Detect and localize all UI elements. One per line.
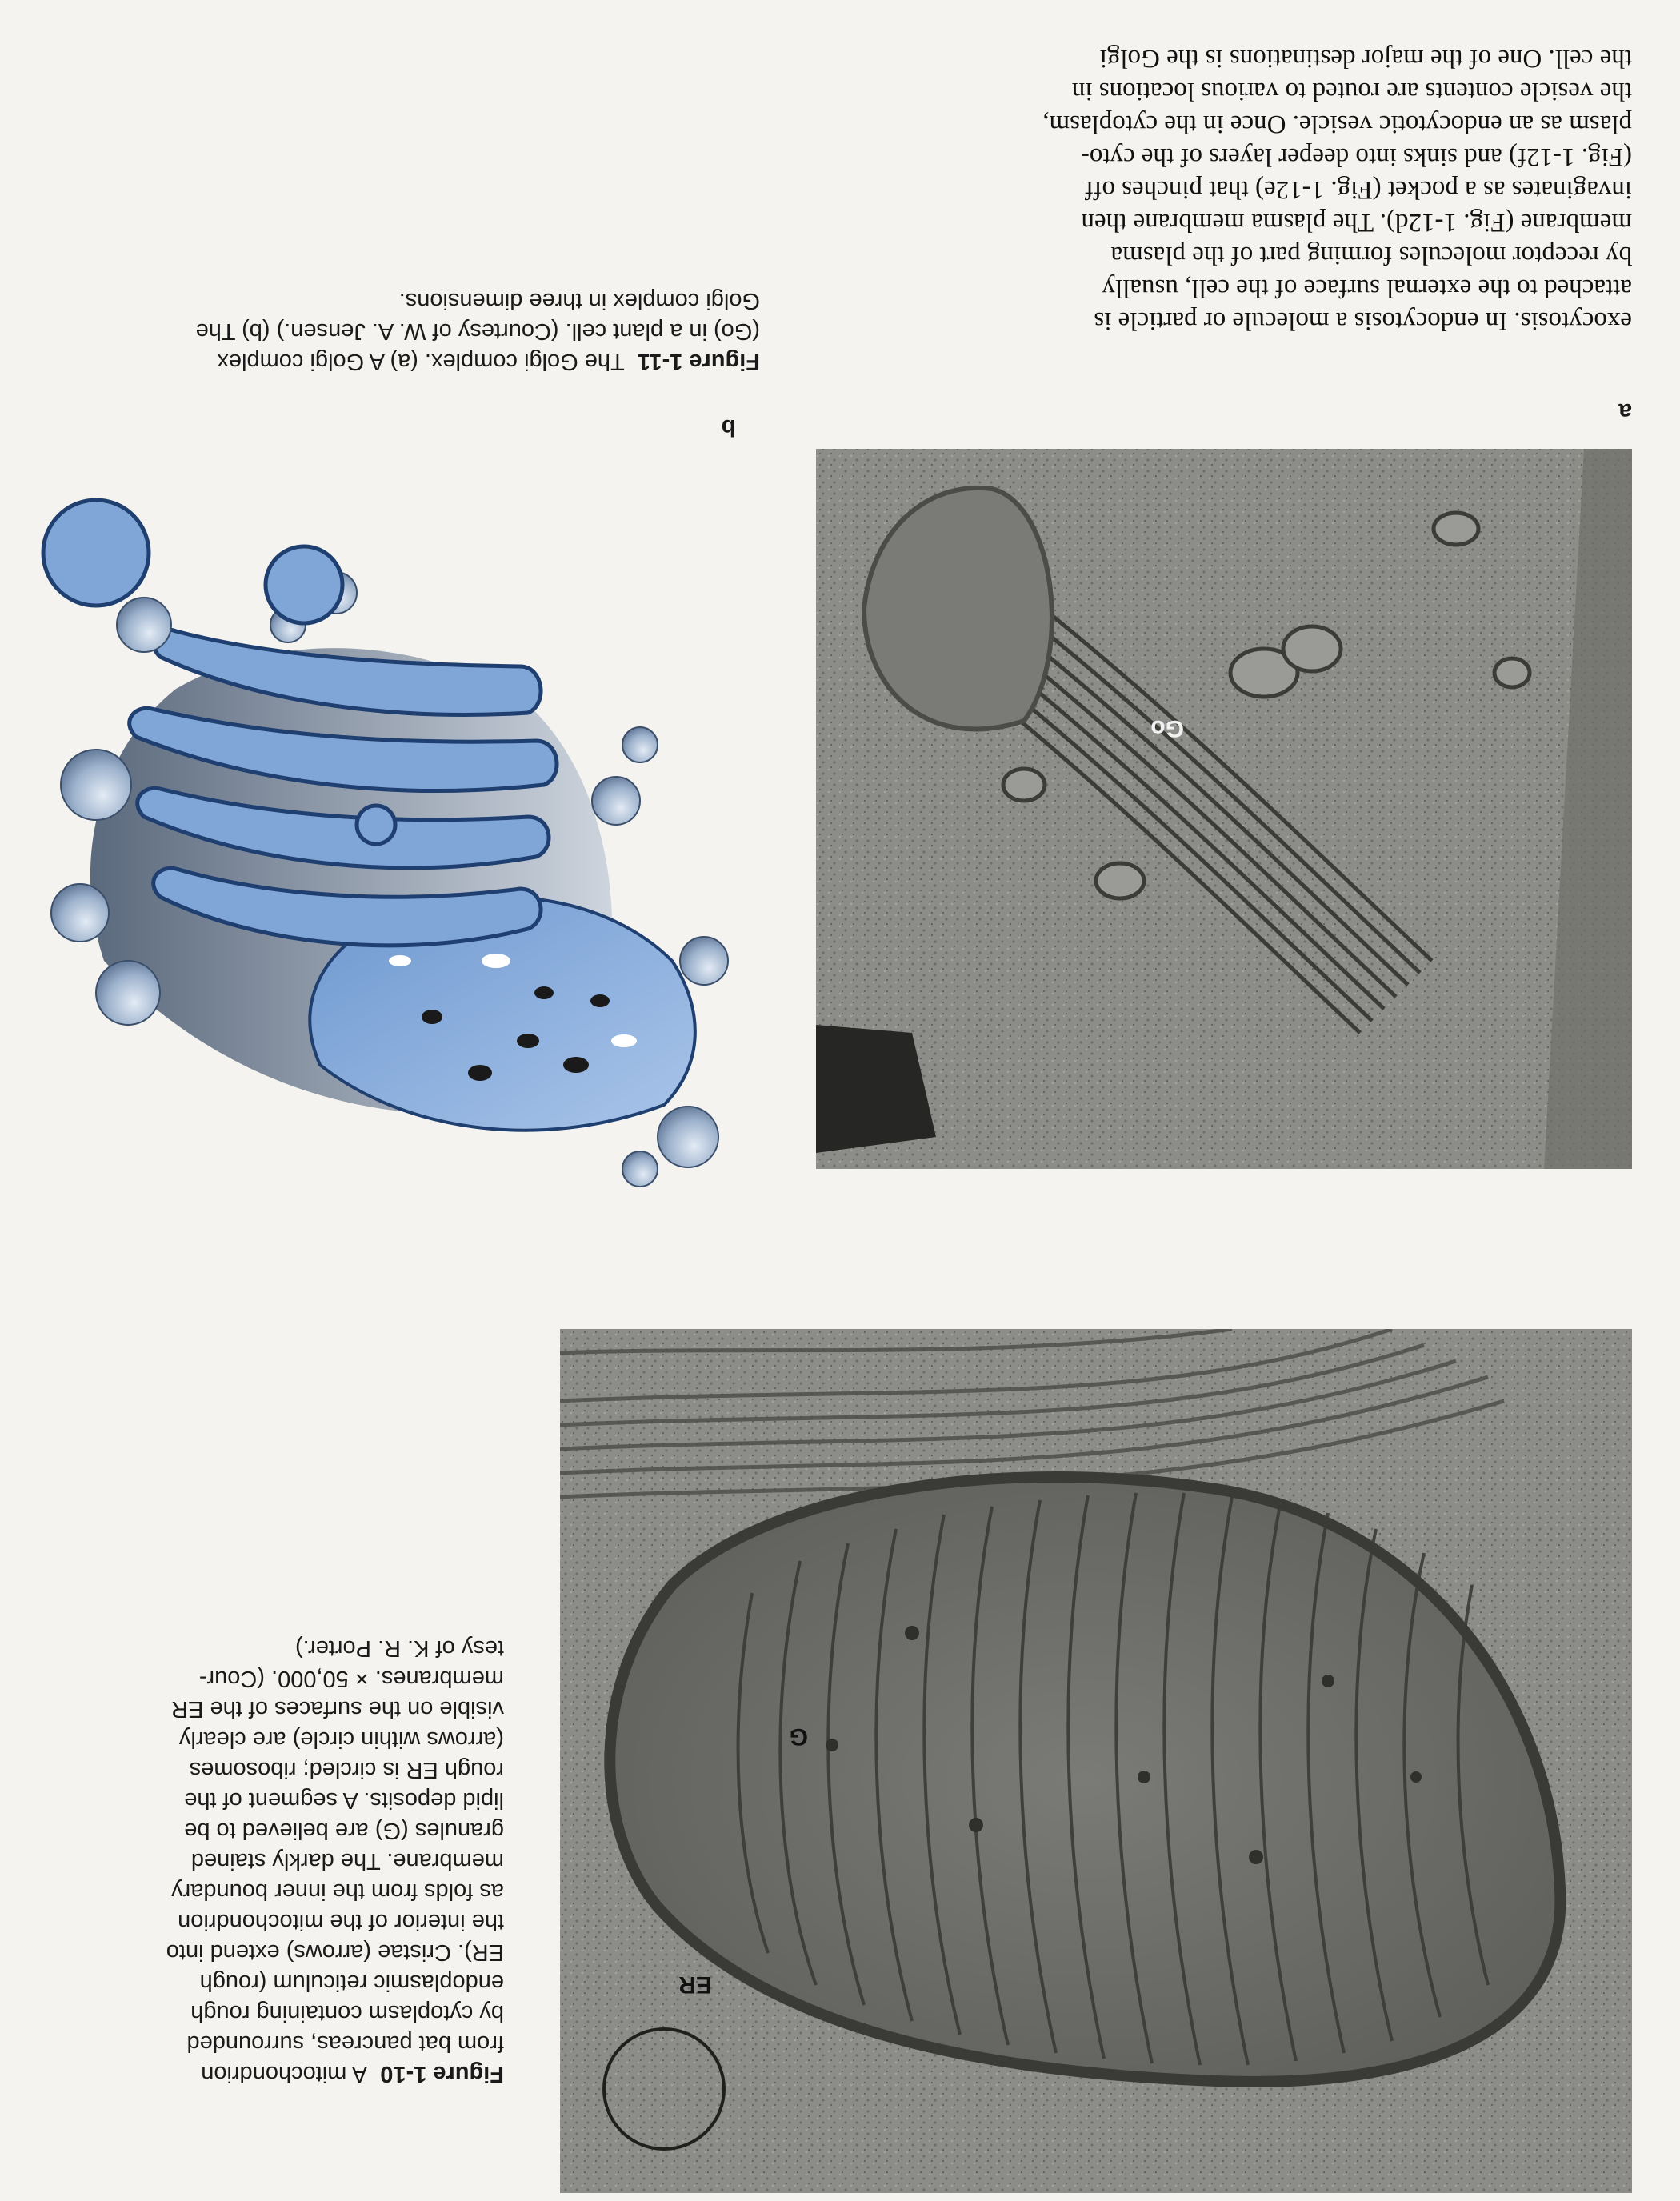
caption-line: lipid deposits. A segment of the: [184, 1787, 504, 1813]
golgi-3d-illustration: [40, 465, 736, 1201]
caption-line: tesy of K. R. Porter.): [294, 1635, 504, 1661]
caption-line: (Go) in a plant cell. (Courtesy of W. A. Jensen.) (b) The: [195, 318, 760, 344]
caption-line: visible on the surfaces of the ER: [171, 1696, 504, 1722]
granule-label: G: [789, 1723, 808, 1750]
body-line: invaginates as a pocket (Fig. 1-12e) that pinches off: [1085, 175, 1632, 204]
body-line: (Fig. 1-12f) and sinks into deeper layers of the cyto-: [1080, 142, 1632, 171]
caption-line: the interior of the mitochondrion: [178, 1909, 504, 1935]
golgi-micrograph: [816, 449, 1632, 1169]
body-line: membrane (Fig. 1-12d). The plasma membrane then: [1081, 208, 1632, 237]
caption-line: membranes. × 50,000. (Cour-: [198, 1666, 504, 1691]
caption-line: membrane. The darkly stained: [190, 1848, 504, 1874]
mitochondrion-micrograph: [560, 1329, 1632, 2193]
figure-1-10-label: Figure 1-10: [380, 2061, 504, 2087]
caption-line: endoplasmic reticulum (rough: [199, 1970, 504, 1995]
mitochondrion-micrograph-art: [560, 1329, 1632, 2193]
caption-line: granules (G) are believed to be: [184, 1818, 504, 1843]
body-line: plasm as an endocytotic vesicle. Once in the cytoplasm,: [1042, 110, 1632, 138]
caption-line: from bat pancreas, surrounded: [186, 2031, 504, 2056]
figure-1-11-caption: [40, 286, 760, 377]
figure-1-11-label: Figure 1-11: [637, 349, 760, 374]
golgi-3d-art: [40, 465, 736, 1201]
panel-a-label: a: [1618, 398, 1632, 425]
caption-line: The Golgi complex. (a) A Golgi complex: [217, 349, 625, 374]
figure-1-10-caption: [144, 1633, 504, 2089]
panel-b-label: b: [721, 414, 736, 441]
caption-line: (arrows within circle) are clearly: [178, 1727, 504, 1752]
caption-line: Golgi complex in three dimensions.: [398, 288, 760, 314]
golgi-go-label: Go: [1150, 715, 1184, 742]
caption-line: by cytoplasm containing rough: [190, 2000, 504, 2026]
er-label: ER: [678, 1971, 712, 1998]
body-line: the cell. One of the major destinations is the Golgi: [1099, 44, 1632, 73]
body-line: exocytosis. In endocytosis a molecule or particle is: [1094, 306, 1632, 335]
body-paragraph: [824, 42, 1632, 337]
caption-line: rough ER is circled; ribosomes: [189, 1757, 504, 1783]
golgi-micrograph-art: [816, 449, 1632, 1169]
caption-line: ER). Cristae (arrows) extend into: [166, 1939, 504, 1965]
caption-line: A mitochondrion: [201, 2061, 368, 2087]
body-line: the vesicle contents are routed to various locations in: [1071, 77, 1632, 106]
bleed-through-text: [96, 33, 816, 449]
body-line: attached to the external surface of the cell, usually: [1102, 274, 1632, 302]
body-line: by receptor molecules forming part of the plasma: [1110, 241, 1632, 270]
caption-line: as folds from the inner boundary: [171, 1879, 504, 1904]
